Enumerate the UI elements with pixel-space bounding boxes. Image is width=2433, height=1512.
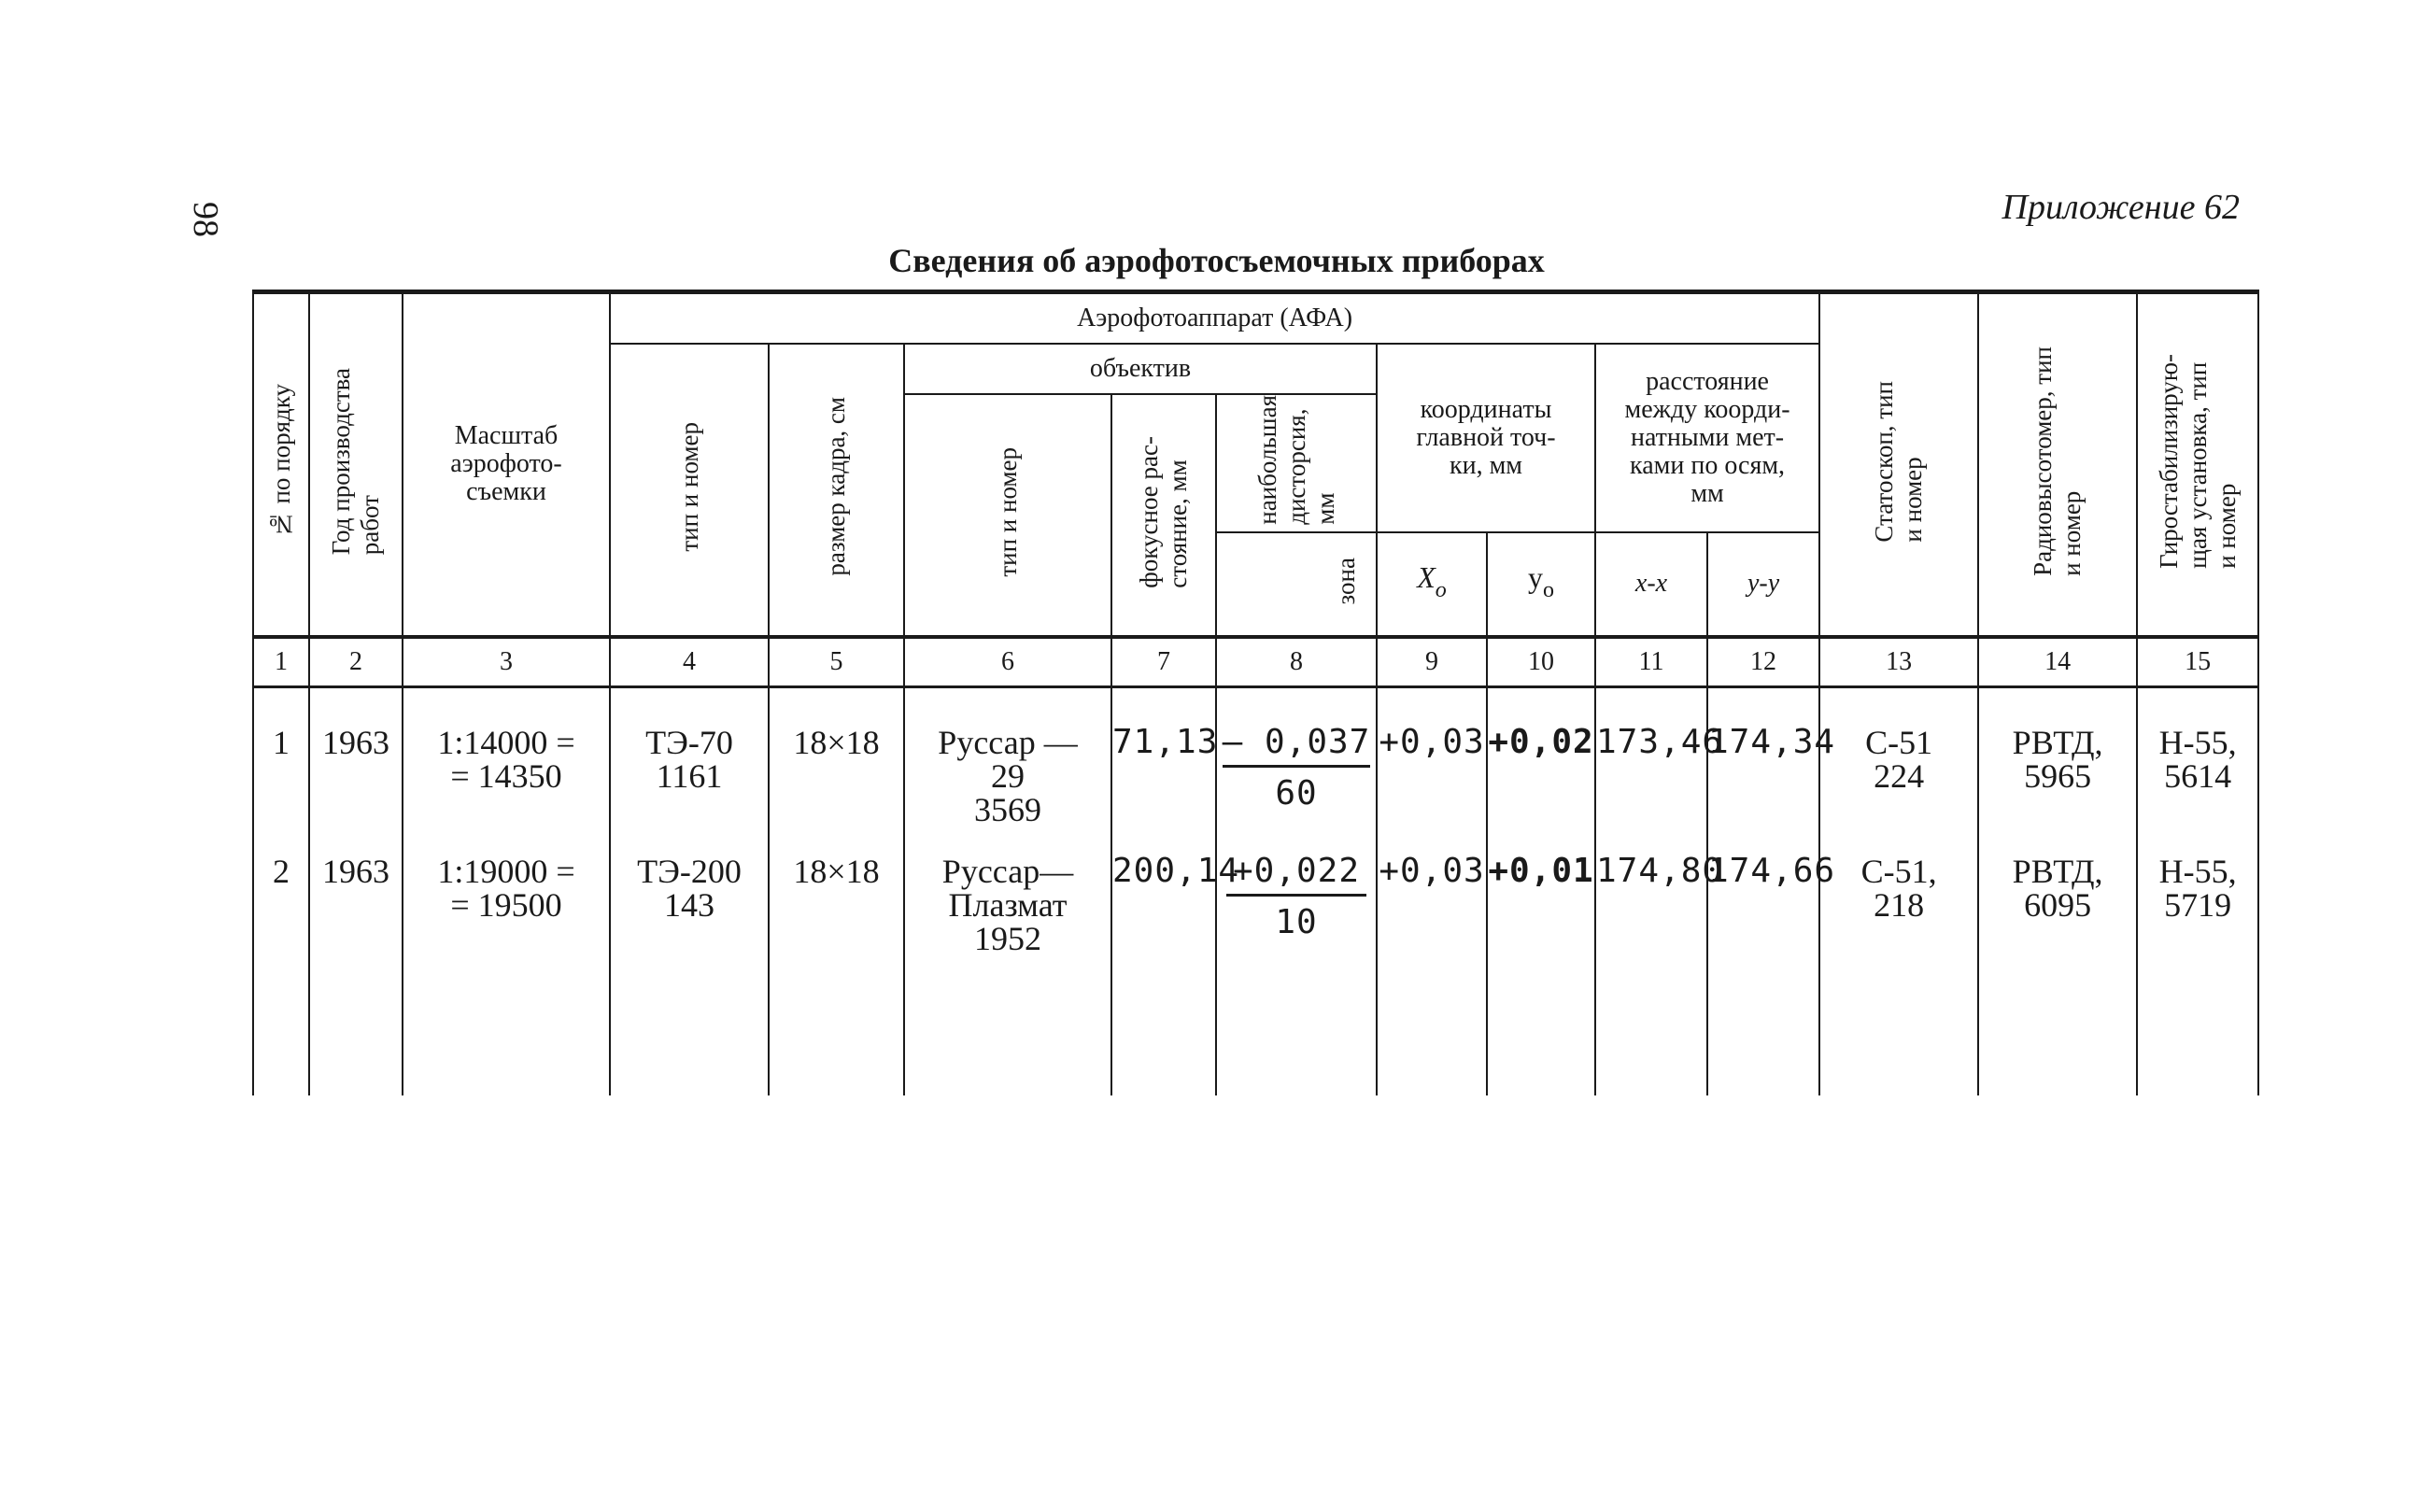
column-number: 6	[904, 637, 1111, 687]
column-number: 9	[1377, 637, 1487, 687]
header-lens-type: тип и номер	[904, 394, 1111, 637]
header-statoscope: Статоскоп, тип и номер	[1819, 292, 1978, 637]
cell-scale: 1:19000 = = 19500	[403, 827, 610, 955]
column-number: 10	[1487, 637, 1595, 687]
header-yy: у-у	[1707, 532, 1819, 637]
cell-statoscope: С-51, 218	[1819, 827, 1978, 955]
header-scale: Масштаб аэрофото- съемки	[403, 292, 610, 637]
header-afa-type: тип и номер	[610, 344, 769, 637]
column-number: 3	[403, 637, 610, 687]
cell-x0: +0,03	[1377, 827, 1487, 955]
column-number: 5	[769, 637, 904, 687]
column-number: 2	[309, 637, 403, 687]
cell-altimeter: РВТД, 5965	[1978, 686, 2137, 827]
table-row	[253, 686, 2258, 827]
column-number: 8	[1216, 637, 1377, 687]
cell-number: 2	[253, 827, 309, 955]
header-radio-altimeter: Радиовысотомер, тип и номер	[1978, 292, 2137, 637]
appendix-label: Приложение 62	[2002, 188, 2240, 227]
column-number: 1	[253, 637, 309, 687]
column-number: 11	[1595, 637, 1707, 687]
cell-y0: +0,02	[1487, 686, 1595, 827]
column-number: 14	[1978, 637, 2137, 687]
header-y0: $у_о$	[1487, 532, 1595, 637]
table-row	[253, 827, 2258, 955]
cell-xx: 174,80	[1595, 827, 1707, 955]
distortion-value: +0,022	[1226, 855, 1366, 897]
header-sequence-number: № по порядку	[253, 292, 309, 637]
cell-gyro: Н-55, 5719	[2137, 827, 2258, 955]
distortion-zone: 60	[1275, 773, 1318, 813]
column-number: 4	[610, 637, 769, 687]
header-frame-size: размер кадра, см	[769, 344, 904, 637]
cell-frame: 18×18	[769, 686, 904, 827]
cell-focal: 200,14	[1111, 827, 1216, 955]
header-objective: объектив	[904, 344, 1377, 394]
cell-altimeter: РВТД, 6095	[1978, 827, 2137, 955]
cell-afa: ТЭ-70 1161	[610, 686, 769, 827]
cell-year: 1963	[309, 686, 403, 827]
distortion-zone: 10	[1275, 902, 1318, 941]
cell-afa: ТЭ-200 143	[610, 827, 769, 955]
cell-yy: 174,66	[1707, 827, 1819, 955]
table-filler-row	[253, 955, 2258, 1095]
cell-distortion	[1216, 827, 1377, 955]
header-distortion-zone: зона	[1216, 532, 1377, 637]
cell-gyro: Н-55, 5614	[2137, 686, 2258, 827]
header-xx: х-х	[1595, 532, 1707, 637]
distortion-value: – 0,037	[1223, 726, 1371, 768]
header-focal-length: фокусное рас- стояние, мм	[1111, 394, 1216, 637]
cell-statoscope: С-51 224	[1819, 686, 1978, 827]
cell-focal: 71,13	[1111, 686, 1216, 827]
cell-year: 1963	[309, 827, 403, 955]
column-number: 7	[1111, 637, 1216, 687]
cell-x0: +0,03	[1377, 686, 1487, 827]
cell-y0: +0,01	[1487, 827, 1595, 955]
column-number: 12	[1707, 637, 1819, 687]
cell-xx: 173,46	[1595, 686, 1707, 827]
header-mark-distance: расстояние между коорди- натными мет- ками по осям, мм	[1595, 344, 1819, 532]
header-afa: Аэрофотоаппарат (АФА)	[610, 292, 1819, 345]
header-x0: $X_о$	[1377, 532, 1487, 637]
cell-yy: 174,34	[1707, 686, 1819, 827]
header-gyro-stabilizer: Гиростабилизирую- щая установка, тип и номер	[2137, 292, 2258, 637]
instruments-table	[252, 290, 2259, 1095]
header-year: Год производства работ	[309, 292, 403, 637]
cell-lens: Руссар — 29 3569	[904, 686, 1111, 827]
column-number-row	[253, 637, 2258, 687]
cell-distortion	[1216, 686, 1377, 827]
cell-scale: 1:14000 = = 14350	[403, 686, 610, 827]
cell-lens: Руссар— Плазмат 1952	[904, 827, 1111, 955]
header-coordinates: координаты главной точ- ки, мм	[1377, 344, 1595, 532]
page-title: Сведения об аэрофотосъемочных приборах	[888, 242, 1545, 279]
cell-number: 1	[253, 686, 309, 827]
cell-frame: 18×18	[769, 827, 904, 955]
page-number: 98	[186, 202, 225, 237]
header-max-distortion: наибольшая дисторсия, мм	[1216, 394, 1377, 532]
column-number: 15	[2137, 637, 2258, 687]
column-number: 13	[1819, 637, 1978, 687]
